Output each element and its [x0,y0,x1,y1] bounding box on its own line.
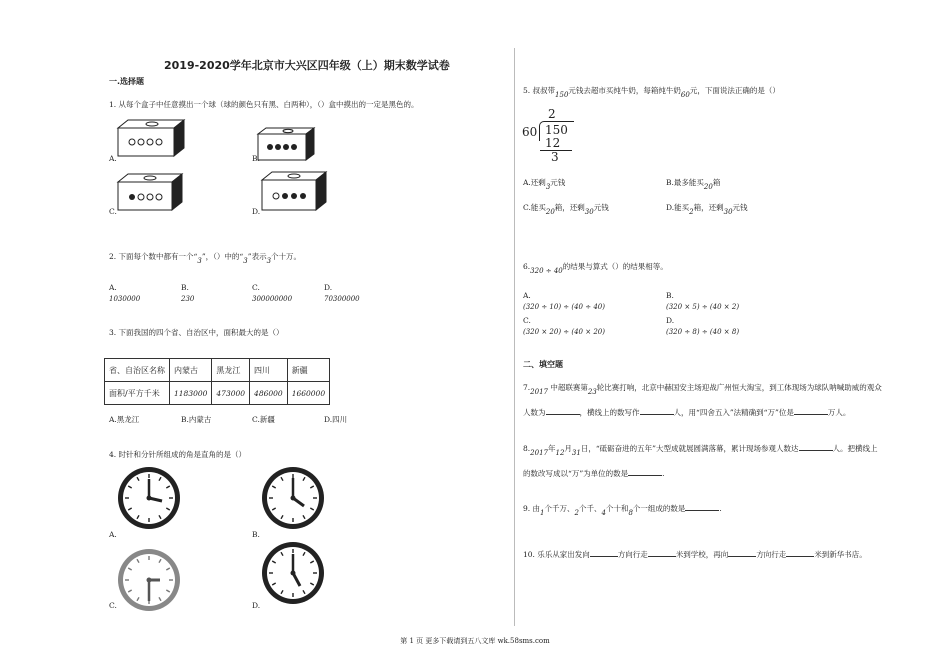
answer-blank[interactable] [728,548,756,557]
q2-option-c: C. 300000000 [252,283,293,303]
long-division-figure [520,107,580,165]
q4-option-c: C. [109,601,117,610]
division-divisor: 60 [522,125,538,139]
question-10-text: 10. 乐乐从家出发向 方向行走 米到学校，再向 方向行走 米到新华书店。 [523,550,867,559]
question-3-text: 3. 下面我国的四个省、自治区中，面积最大的是（） [109,328,284,337]
q3-option-c: C.新疆 [252,415,275,424]
question-4-text: 4. 时针和分针所组成的角是直角的是（） [109,450,247,459]
q1-option-a: A. [109,154,117,163]
q5-option-a: A.还剩3元钱 [523,178,566,191]
answer-blank[interactable] [590,548,618,557]
q3-option-b: B.内蒙古 [181,415,212,424]
question-2-text: 2. 下面每个数中都有一个“3”，（）中的“3”表示3个十万。 [109,252,302,265]
q3-option-d: D.四川 [324,415,348,424]
question-6-text: 6.320 ÷ 40的结果与算式（）的结果相等。 [523,262,668,275]
clock-b-image [260,465,326,531]
section-title: 二、填空题 [523,360,563,369]
box-a-image [116,118,186,158]
clock-d-image [260,540,326,606]
q5-option-b: B.最多能买20箱 [666,178,721,191]
q4-option-b: B. [252,530,260,539]
answer-blank[interactable] [786,548,814,557]
answer-blank[interactable] [648,548,676,557]
table-header: 黑龙江 [212,359,250,382]
answer-blank[interactable] [794,406,828,415]
table-header: 新疆 [287,359,329,382]
box-d-image [260,170,328,212]
box-c-image [116,172,184,212]
q6-option-a: A. (320 ÷ 10) ÷ (40 ÷ 40) [523,291,605,311]
table-cell: 473000 [212,382,250,405]
answer-blank[interactable] [640,406,674,415]
q5-option-d: D.能买2箱，还剩30元钱 [666,203,748,216]
q2-option-a: A. 1030000 [109,283,141,303]
division-quotient: 2 [548,107,556,121]
question-9-text: 9. 由1个千万、2个千、4个十和8个一组成的数是 . [523,504,722,517]
question-7-text: 7.2017 中超联赛第23轮比赛打响，北京中赫国安主场迎战广州恒大淘宝，到工体现场为球队呐喊助威的观众 [523,383,882,396]
area-table [104,358,330,405]
q4-option-d: D. [252,601,261,610]
question-8-line2: 的数改写成以“万”为单位的数是 . [523,469,665,478]
answer-blank[interactable] [799,442,833,451]
table-header: 省、自治区名称 [105,359,170,382]
question-7-line2: 人数为 ，横线上的数写作 人，用“四舍五入”法精确到“万”位是 万人。 [523,408,851,417]
table-cell: 486000 [250,382,288,405]
answer-blank[interactable] [685,502,719,511]
question-5-text: 5. 叔叔带150元钱去超市买纯牛奶，每箱纯牛奶60元，下面说法正确的是（） [523,86,780,99]
table-row-label: 面积/平方千米 [105,382,170,405]
question-8-text: 8.2017年12月31日，“砥砺奋进的五年”大型成就展圆满落幕，累计现场参观人数达 人。把横线上 [523,444,878,457]
table-cell: 1183000 [170,382,212,405]
table-header: 内蒙古 [170,359,212,382]
q1-option-c: C. [109,207,117,216]
section-title: 一.选择题 [109,77,145,86]
q6-option-b: B. (320 × 5) ÷ (40 × 2) [666,291,740,311]
division-dividend: 150 [545,123,568,137]
q4-option-a: A. [109,530,117,539]
question-1-text: 1. 从每个盒子中任意摸出一个球（球的颜色只有黑、白两种），（）盒中摸出的一定是黑色的。 [109,100,419,109]
table-row [105,382,330,405]
q3-option-a: A.黑龙江 [109,415,140,424]
box-b-image [256,126,316,162]
q2-option-b: B. 230 [181,283,195,303]
q1-option-b: B. [252,154,260,163]
division-remainder: 3 [551,150,559,164]
answer-blank[interactable] [628,467,662,476]
table-header-row [105,359,330,382]
division-product: 12 [545,136,561,150]
page-title: 2019-2020学年北京市大兴区四年级（上）期末数学试卷 [164,59,450,72]
q1-option-d: D. [252,207,261,216]
column-divider [514,48,515,626]
page-footer: 第 1 页 更多下载请到五八文库 wk.58sms.com [400,637,550,645]
clock-c-image [116,547,182,613]
table-cell: 1660000 [287,382,329,405]
q5-option-c: C.能买20箱，还剩30元钱 [523,203,609,216]
answer-blank[interactable] [546,406,580,415]
table-header: 四川 [250,359,288,382]
q6-option-c: C. (320 × 20) ÷ (40 × 20) [523,316,605,336]
q6-option-d: D. (320 ÷ 8) ÷ (40 × 8) [666,316,740,336]
q2-option-d: D. 70300000 [324,283,360,303]
clock-a-image [116,465,182,531]
